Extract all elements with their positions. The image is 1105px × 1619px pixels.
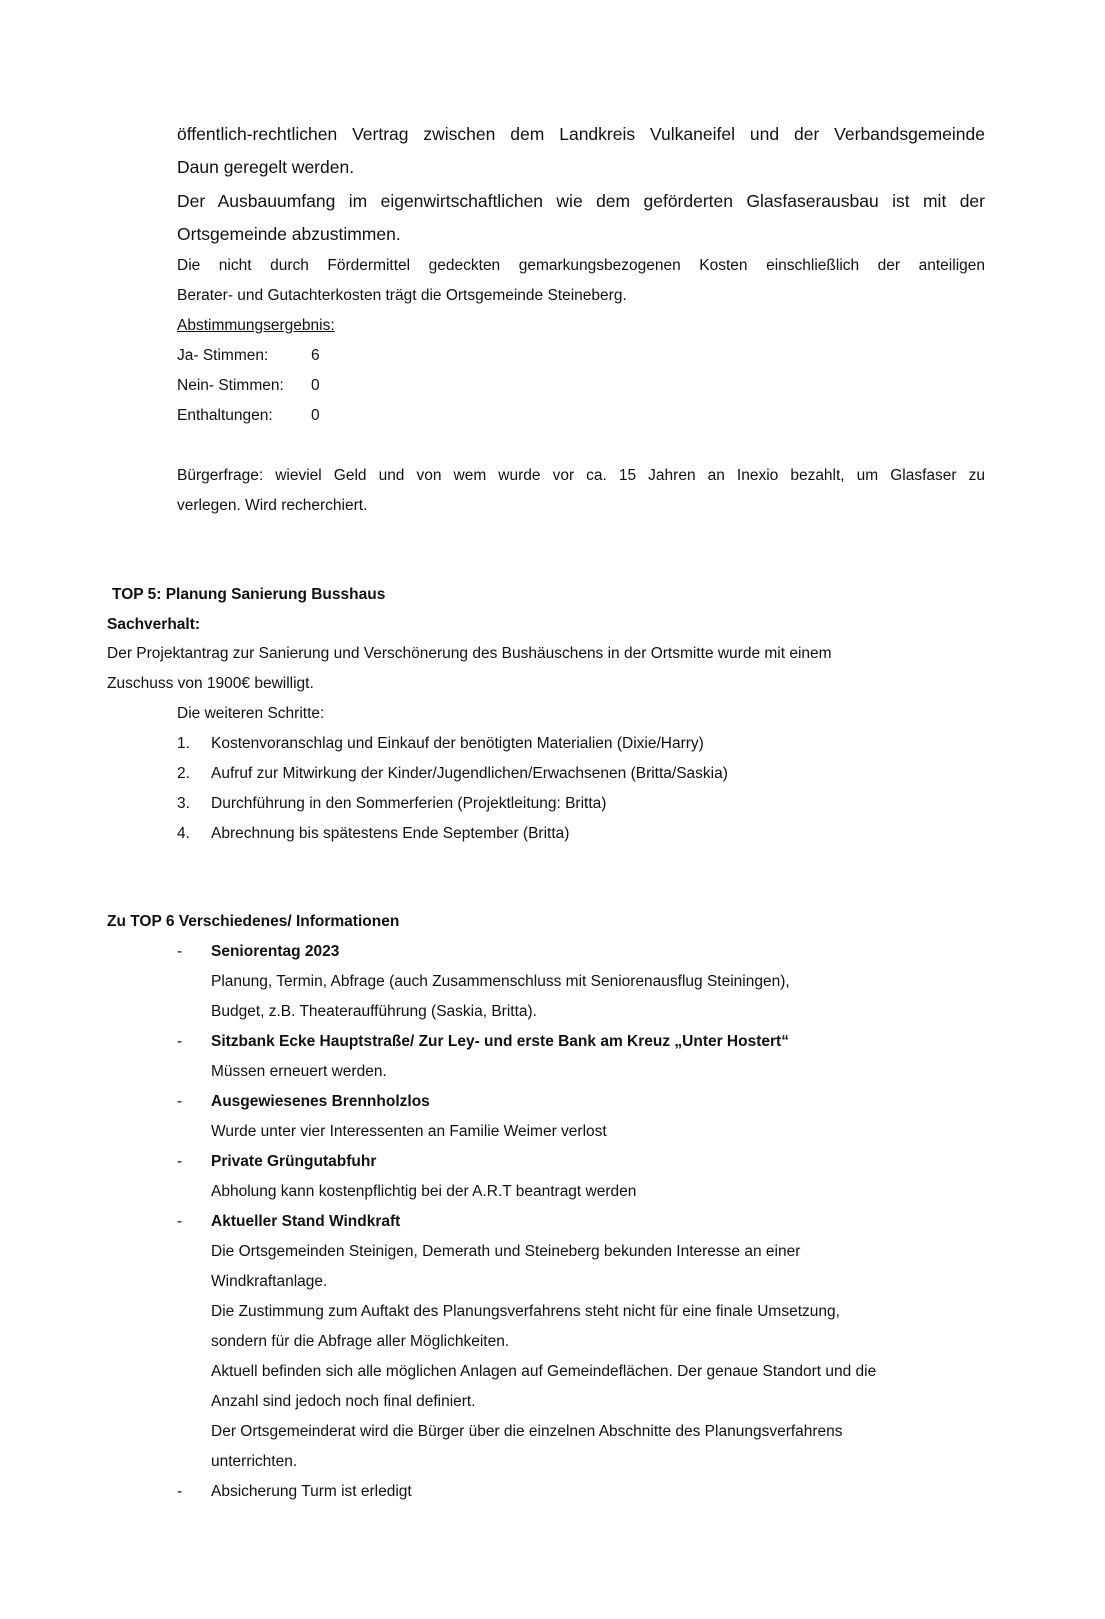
intro-line-3: Der Ausbauumfang im eigenwirtschaftlichen wie dem geförderten Glasfaserausbau ist mit der [177, 191, 985, 211]
item-line: Der Ortsgemeinderat wird die Bürger über die einzelnen Abschnitte des Planungsverfahrens [211, 1423, 843, 1440]
citizen-question-line-2: verlegen. Wird recherchiert. [177, 497, 368, 514]
item-line: Windkraftanlage. [211, 1273, 328, 1290]
top5-text-2: Zuschuss von 1900€ bewilligt. [107, 675, 314, 692]
list-dash: - [177, 943, 183, 960]
vote-yes-label: Ja- Stimmen: [177, 347, 269, 364]
step-text: Aufruf zur Mitwirkung der Kinder/Jugendlichen/Erwachsenen (Britta/Saskia) [211, 765, 728, 782]
item-title: Sitzbank Ecke Hauptstraße/ Zur Ley- und erste Bank am Kreuz „Unter Hostert“ [211, 1033, 789, 1050]
item-title: Absicherung Turm ist erledigt [211, 1483, 412, 1500]
step-number: 3. [177, 795, 190, 812]
vote-no-value: 0 [311, 377, 320, 394]
item-line: Planung, Termin, Abfrage (auch Zusammenschluss mit Seniorenausflug Steiningen), [211, 973, 790, 990]
intro-line-5: Die nicht durch Fördermittel gedeckten gemarkungsbezogenen Kosten einschließlich der anteiligen [177, 257, 985, 274]
intro-line-2: Daun geregelt werden. [177, 157, 355, 177]
item-line: Wurde unter vier Interessenten an Familie Weimer verlost [211, 1123, 607, 1140]
step-text: Kostenvoranschlag und Einkauf der benötigten Materialien (Dixie/Harry) [211, 735, 704, 752]
vote-abstain-value: 0 [311, 407, 320, 424]
vote-heading: Abstimmungsergebnis: [177, 317, 335, 334]
step-number: 4. [177, 825, 190, 842]
item-line: Aktuell befinden sich alle möglichen Anlagen auf Gemeindeflächen. Der genaue Standort und die [211, 1363, 877, 1380]
list-dash: - [177, 1213, 183, 1230]
intro-line-6: Berater- und Gutachterkosten trägt die Ortsgemeinde Steineberg. [177, 287, 627, 304]
step-text: Durchführung in den Sommerferien (Projektleitung: Britta) [211, 795, 607, 812]
item-line: Anzahl sind jedoch noch final definiert. [211, 1393, 476, 1410]
vote-no-label: Nein- Stimmen: [177, 377, 284, 394]
intro-line-4: Ortsgemeinde abzustimmen. [177, 224, 401, 244]
citizen-question-line-1: Bürgerfrage: wieviel Geld und von wem wurde vor ca. 15 Jahren an Inexio bezahlt, um Glasfaser zu [177, 467, 985, 484]
intro-line-1: öffentlich-rechtlichen Vertrag zwischen dem Landkreis Vulkaneifel und der Verbandsgemeinde [177, 124, 985, 144]
item-title: Aktueller Stand Windkraft [211, 1213, 401, 1230]
vote-abstain-label: Enthaltungen: [177, 407, 273, 424]
top5-steps-heading: Die weiteren Schritte: [177, 705, 325, 722]
item-line: Die Ortsgemeinden Steinigen, Demerath und Steineberg bekunden Interesse an einer [211, 1243, 801, 1260]
item-title: Private Grüngutabfuhr [211, 1153, 377, 1170]
list-dash: - [177, 1033, 183, 1050]
top6-title: Zu TOP 6 Verschiedenes/ Informationen [107, 913, 400, 930]
list-dash: - [177, 1483, 183, 1500]
top5-sachverhalt: Sachverhalt: [107, 616, 201, 633]
vote-yes-value: 6 [311, 347, 320, 364]
item-line: sondern für die Abfrage aller Möglichkeiten. [211, 1333, 510, 1350]
item-line: Die Zustimmung zum Auftakt des Planungsverfahrens steht nicht für eine finale Umsetzung, [211, 1303, 840, 1320]
top5-title: TOP 5: Planung Sanierung Busshaus [112, 586, 386, 603]
item-title: Seniorentag 2023 [211, 943, 340, 960]
list-dash: - [177, 1153, 183, 1170]
item-line: Müssen erneuert werden. [211, 1063, 387, 1080]
item-line: Abholung kann kostenpflichtig bei der A.R.T beantragt werden [211, 1183, 637, 1200]
step-number: 2. [177, 765, 190, 782]
item-line: Budget, z.B. Theateraufführung (Saskia, Britta). [211, 1003, 537, 1020]
top5-text-1: Der Projektantrag zur Sanierung und Verschönerung des Bushäuschens in der Ortsmitte wurde mit einem [107, 645, 832, 662]
step-number: 1. [177, 735, 190, 752]
list-dash: - [177, 1093, 183, 1110]
item-line: unterrichten. [211, 1453, 298, 1470]
step-text: Abrechnung bis spätestens Ende September (Britta) [211, 825, 570, 842]
item-title: Ausgewiesenes Brennholzlos [211, 1093, 430, 1110]
